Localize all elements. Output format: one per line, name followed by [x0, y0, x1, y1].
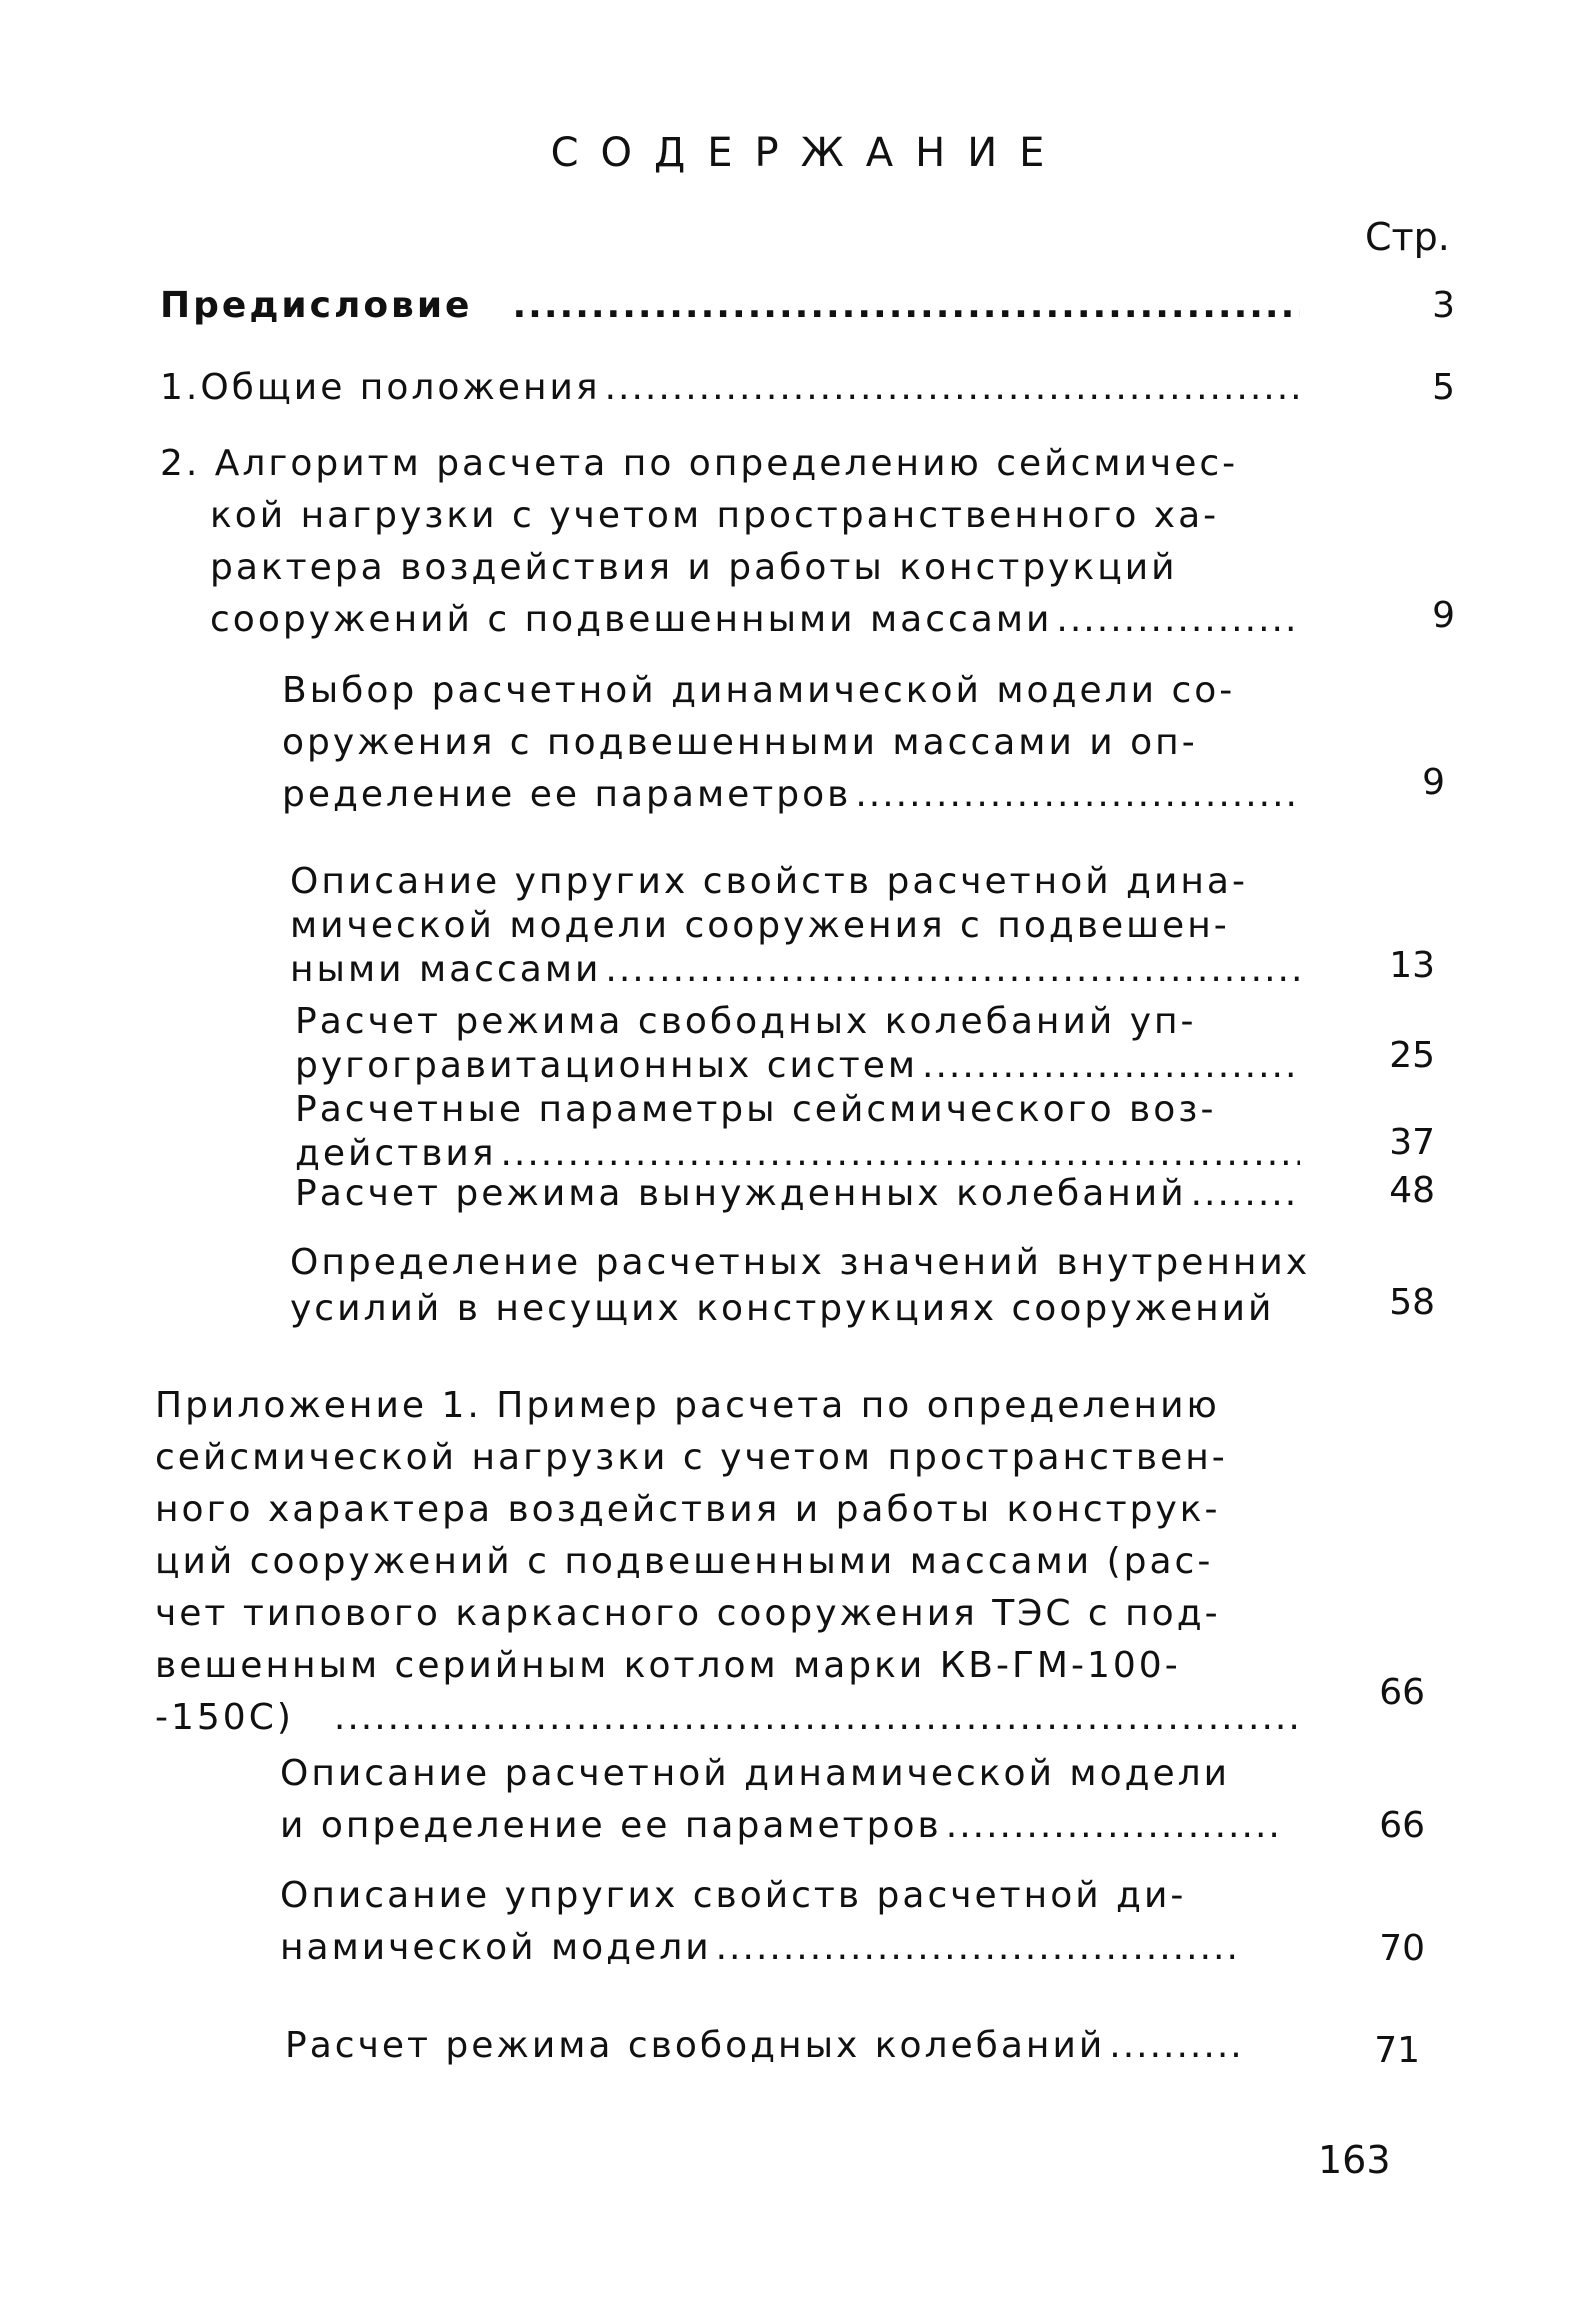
toc-entry-text: Выбор расчетной динамической модели со-	[282, 670, 1236, 711]
toc-entry-text: ругогравитационных систем	[295, 1045, 918, 1086]
toc-entry-text: ределение ее параметров	[282, 774, 852, 815]
toc-entry	[290, 860, 1300, 992]
toc-page-number: 48	[1389, 1170, 1435, 1211]
toc-entry	[290, 1240, 1311, 1332]
leader-dots	[922, 1044, 1300, 1088]
toc-entry-text: Описание расчетной динамической модели	[280, 1753, 1231, 1794]
toc-entry-text: ций сооружений с подвешенными массами (рас-	[155, 1541, 1214, 1582]
toc-entry-text: 1.Общие положения	[160, 367, 601, 408]
toc-page-number: 3	[1432, 285, 1455, 326]
leader-dots	[1191, 1168, 1300, 1220]
toc-page-number: 13	[1389, 945, 1435, 986]
toc-entry	[160, 362, 1300, 414]
toc-entry-text: оружения с подвешенными массами и оп-	[282, 722, 1198, 763]
toc-entry-text: чет типового каркасного сооружения ТЭС с под-	[155, 1593, 1221, 1634]
leader-dots	[512, 280, 1300, 332]
toc-entry-text: Предисловие	[160, 285, 473, 326]
toc-page-number: 58	[1389, 1282, 1435, 1323]
page-column-label: Стр.	[1365, 215, 1450, 259]
toc-entry	[295, 1000, 1300, 1088]
toc-entry	[155, 1380, 1300, 1744]
toc-entry-text: Расчет режима свободных колебаний уп-	[295, 1001, 1197, 1042]
leader-dots	[605, 362, 1300, 414]
toc-entry-text: Расчет режима свободных колебаний	[285, 2025, 1106, 2066]
toc-entry-text: усилий в несущих конструкциях сооружений	[290, 1288, 1275, 1329]
toc-entry-text: Приложение 1. Пример расчета по определению	[155, 1385, 1220, 1426]
toc-entry-text: вешенным серийным котлом марки КВ-ГМ-100-	[155, 1645, 1181, 1686]
toc-entry-text: намической модели	[280, 1927, 712, 1968]
toc-entry-text: Описание упругих свойств расчетной дина-	[290, 861, 1248, 902]
toc-page-number: 70	[1379, 1928, 1425, 1969]
toc-entry-text: кой нагрузки с учетом пространственного ха-	[210, 495, 1220, 536]
toc-entry	[285, 2020, 1240, 2072]
toc-entry	[282, 665, 1300, 821]
toc-entry-text: действия	[295, 1133, 497, 1174]
page-title: СОДЕРЖАНИЕ	[550, 130, 1067, 176]
leader-dots	[334, 1692, 1300, 1744]
toc-entry-text: Расчетные параметры сейсмического воз-	[295, 1089, 1217, 1130]
toc-page-number: 5	[1432, 367, 1455, 408]
toc-page-number: 25	[1389, 1035, 1435, 1076]
toc-entry-text: сооружений с подвешенными массами	[210, 599, 1053, 640]
leader-dots	[716, 1922, 1240, 1974]
leader-dots	[1056, 594, 1300, 646]
toc-entry-text: сейсмической нагрузки с учетом пространствен-	[155, 1437, 1228, 1478]
toc-entry-text: и определение ее параметров	[280, 1805, 942, 1846]
leader-dots	[855, 769, 1300, 821]
toc-entry-text: Описание упругих свойств расчетной ди-	[280, 1875, 1187, 1916]
toc-entry-text: рактера воздействия и работы конструкций	[210, 547, 1178, 588]
toc-entry-text: ного характера воздействия и работы конструк-	[155, 1489, 1221, 1530]
toc-entry	[160, 438, 1300, 646]
toc-entry	[280, 1748, 1280, 1852]
toc-entry-text: мической модели сооружения с подвешен-	[290, 905, 1230, 946]
toc-page-number: 66	[1379, 1805, 1425, 1846]
toc-page-number: 9	[1422, 762, 1445, 803]
toc-page-number: 66	[1379, 1672, 1425, 1713]
toc-entry	[280, 1870, 1240, 1974]
toc-entry-text: Определение расчетных значений внутренних	[290, 1242, 1311, 1283]
toc-entry	[160, 280, 1300, 332]
toc-page-number: 37	[1389, 1122, 1435, 1163]
leader-dots	[946, 1800, 1280, 1852]
toc-entry-text: 2. Алгоритм расчета по определению сейсмичес-	[160, 443, 1239, 484]
toc-entry-text: -150С)	[155, 1697, 294, 1738]
toc-page-number: 71	[1374, 2030, 1420, 2071]
toc-entry-text: Расчет режима вынужденных колебаний	[295, 1173, 1187, 1214]
page-folio: 163	[1318, 2138, 1391, 2182]
toc-entry	[295, 1168, 1300, 1220]
leader-dots	[1109, 2020, 1240, 2072]
toc-page-number: 9	[1432, 595, 1455, 636]
toc-entry-text: ными массами	[290, 949, 602, 990]
leader-dots	[605, 948, 1300, 992]
toc-entry	[295, 1088, 1300, 1176]
